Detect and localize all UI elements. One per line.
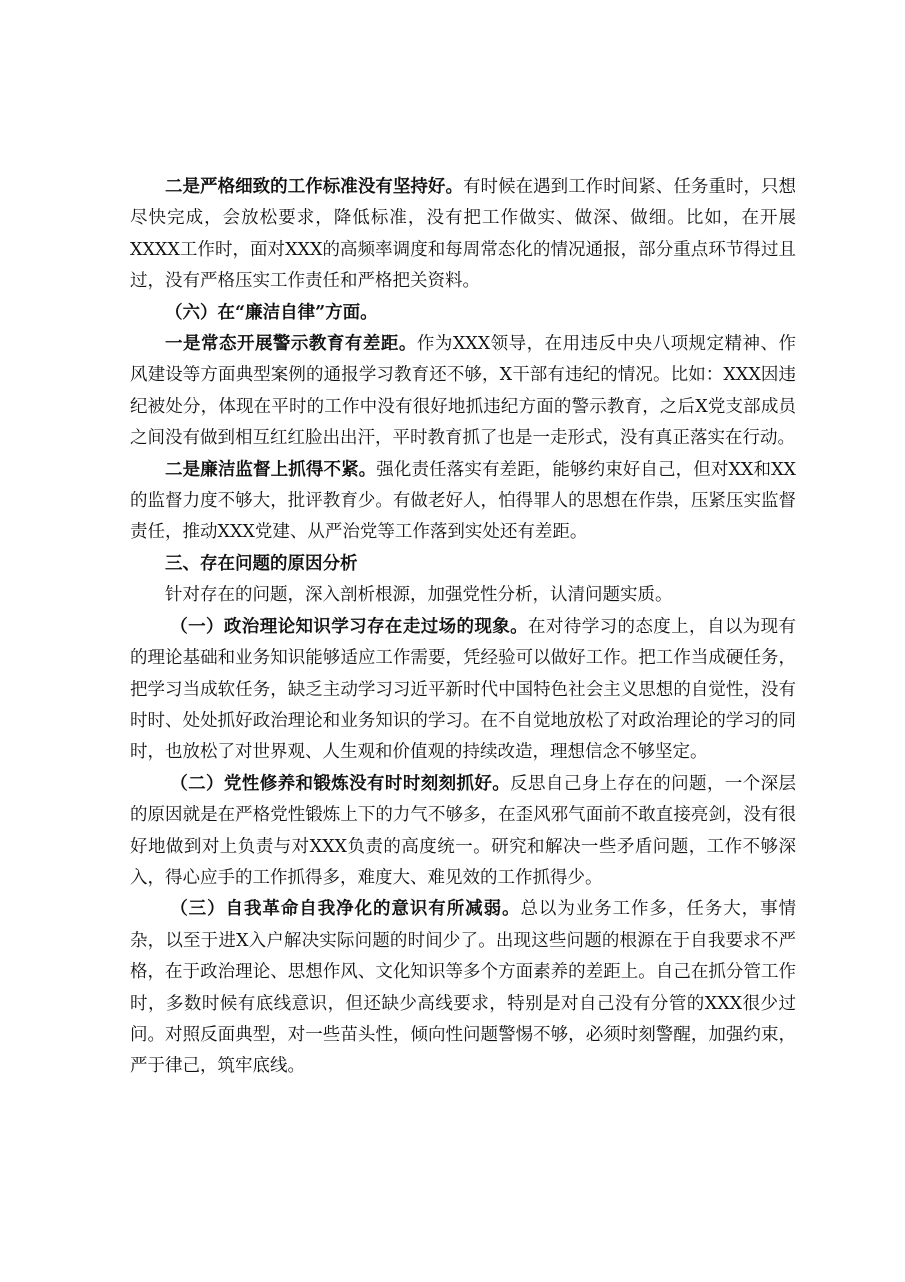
paragraph-lead: 一是常态开展警示教育有差距。 <box>165 334 417 355</box>
paragraph-work-standard <box>130 172 796 298</box>
paragraph-lead: （一）政治理论知识学习存在走过场的现象。 <box>170 616 529 637</box>
paragraph-lead: （二）党性修养和锻炼没有时时刻刻抓好。 <box>170 773 511 794</box>
section-heading-integrity <box>130 298 796 329</box>
paragraph-body: 针对存在的问题，深入剖析根源，加强党性分析，认清问题实质。 <box>165 585 673 606</box>
paragraph-lead: 三、存在问题的原因分析 <box>165 553 358 574</box>
paragraph-body: 总以为业务工作多，任务大，事情杂，以至于进X入户解决实际问题的时间少了。出现这些问题的根源在于自我要求不严格，在于政治理论、思想作风、文化知识等多个方面素养的差距上。自己在抓分管工作时，多数时候有底线意识，但还缺少高线要求，特别是对自己没有分管的XXX很少过问。对照反面典型，对一些苗头性，倾向性问题警惕不够，必须时刻警醒，加强约束，严于律己，筑牢底线。 <box>130 899 796 1077</box>
paragraph-body: 强化责任落实有差距，能够约束好自己，但对XX和XX的监督力度不够大，批评教育少。有做老好人，怕得罪人的思想在作祟，压紧压实监督责任，推动XXX党建、从严治党等工作落到实处还有差距。 <box>130 459 796 543</box>
paragraph-body: 反思自己身上存在的问题，一个深层的原因就是在严格党性锻炼上下的力气不够多，在歪风邪气面前不敢直接亮剑，没有很好地做到对上负责与对XXX负责的高度统一。研究和解决一些矛盾问题，工作不够深入，得心应手的工作抓得多，难度大、难见效的工作抓得少。 <box>130 773 797 888</box>
paragraph-intro <box>130 580 796 611</box>
paragraph-warning-education <box>130 329 796 455</box>
paragraph-lead: （三）自我革命自我净化的意识有所减弱。 <box>170 899 521 920</box>
paragraph-political-theory <box>130 612 796 769</box>
paragraph-lead: 二是严格细致的工作标准没有坚持好。 <box>165 177 463 197</box>
paragraph-lead: （六）在“廉洁自律”方面。 <box>165 302 378 323</box>
paragraph-body: 在对待学习的态度上，自以为现有的理论基础和业务知识能够适应工作需要，凭经验可以做好工作。把工作当成硬任务，把学习当成软任务，缺乏主动学习习近平新时代中国特色社会主义思想的自觉性，没有时时、处处抓好政治理论和业务知识的学习。在不自觉地放松了对政治理论的学习的同时，也放松了对世界观、人生观和价值观的持续改造，理想信念不够坚定。 <box>130 616 797 763</box>
paragraph-body: 作为XXX领导，在用违反中央八项规定精神、作风建设等方面典型案例的通报学习教育还不够，X干部有违纪的情况。比如：XXX因违纪被处分，体现在平时的工作中没有很好地抓违纪方面的警示教育，之后X党支部成员之间没有做到相互红红脸出出汗，平时教育抓了也是一走形式，没有真正落实在行动。 <box>130 334 797 449</box>
section-heading-cause-analysis <box>130 549 796 580</box>
paragraph-supervision <box>130 455 796 549</box>
paragraph-body: 有时候在遇到工作时间紧、任务重时，只想尽快完成，会放松要求，降低标准，没有把工作做实、做深、做细。比如，在开展XXXX工作时，面对XXX的高频率调度和每周常态化的情况通报，部分重点环节得过且过，没有严格压实工作责任和严格把关资料。 <box>130 177 796 292</box>
document-page <box>130 172 796 1083</box>
paragraph-party-spirit <box>130 769 796 895</box>
paragraph-lead: 二是廉洁监督上抓得不紧。 <box>165 459 377 480</box>
paragraph-self-revolution <box>130 894 796 1082</box>
